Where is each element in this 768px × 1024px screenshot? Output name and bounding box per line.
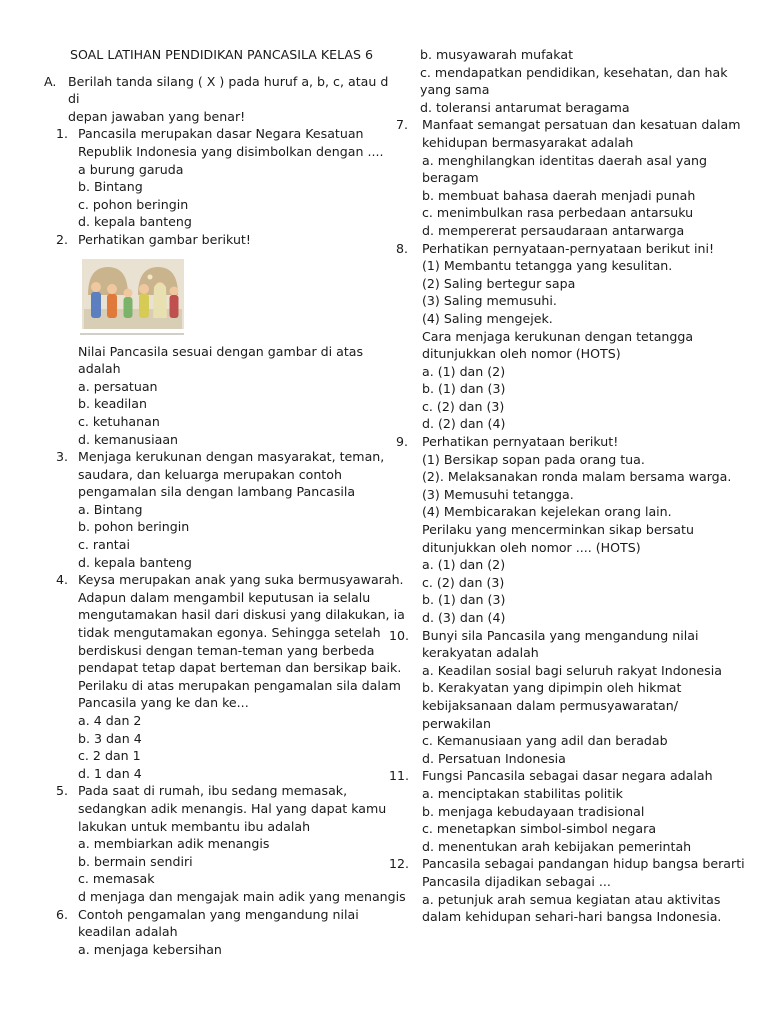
answer-option[interactable]: a. membiarkan adik menangis xyxy=(78,836,270,852)
question-text: Pancasila yang ke dan ke... xyxy=(78,695,249,711)
section-label: A. xyxy=(44,73,57,89)
answer-option[interactable]: a. petunjuk arah semua kegiatan atau aktivitas xyxy=(422,891,721,907)
question-8 xyxy=(396,240,726,434)
question-text: tidak mengutamakan egonya. Sehingga setelah xyxy=(78,625,381,641)
answer-option[interactable]: a. Bintang xyxy=(78,501,143,517)
answer-option[interactable]: a. Keadilan sosial bagi seluruh rakyat Indonesia xyxy=(422,662,722,678)
answer-option[interactable]: a burung garuda xyxy=(78,161,184,177)
question-text: Perhatikan pernyataan-pernyataan berikut ini! xyxy=(422,240,714,256)
question-text: Keysa merupakan anak yang suka bermusyawarah. xyxy=(78,572,404,588)
answer-option[interactable]: c. menimbulkan rasa perbedaan antarsuku xyxy=(422,205,694,221)
question-text: Pancasila sebagai pandangan hidup bangsa berarti xyxy=(422,856,745,872)
answer-option[interactable]: c. ketuhanan xyxy=(78,413,160,429)
answer-option[interactable]: a. 4 dan 2 xyxy=(78,713,142,728)
question-text: Fungsi Pancasila sebagai dasar negara adalah xyxy=(422,768,713,784)
question-text: pengamalan sila dengan lambang Pancasila xyxy=(78,484,356,500)
answer-option[interactable]: c. memasak xyxy=(78,871,155,887)
question-illustration xyxy=(78,253,188,339)
question-number: 1. xyxy=(55,126,68,142)
answer-option[interactable]: b. (1) dan (3) xyxy=(422,381,506,397)
question-7 xyxy=(396,116,741,239)
answer-option[interactable]: c. 2 dan 1 xyxy=(78,748,141,764)
right-column xyxy=(389,46,745,926)
question-text: Adapun dalam mengambil keputusan ia selalu xyxy=(78,589,371,605)
question-1 xyxy=(44,125,389,231)
question-text: adalah xyxy=(78,361,121,377)
question-text: (1) Membantu tetangga yang kesulitan. xyxy=(422,258,673,274)
answer-option[interactable]: b. 3 dan 4 xyxy=(78,730,142,746)
question-text: Manfaat semangat persatuan dan kesatuan dalam xyxy=(422,117,741,133)
answer-option[interactable]: d. kemanusiaan xyxy=(78,431,179,447)
answer-option[interactable]: c. mendapatkan pendidikan, kesehatan, dan hak xyxy=(420,64,728,80)
question-text: Perilaku di atas merupakan pengamalan sila dalam xyxy=(78,677,401,693)
question-text: lakukan untuk membantu ibu adalah xyxy=(78,818,311,834)
question-number: 7. xyxy=(396,117,409,133)
question-text: Perilaku yang mencerminkan sikap bersatu xyxy=(422,522,694,538)
instruction-line: Berilah tanda silang ( X ) pada huruf a, b, c, atau d di xyxy=(68,73,389,107)
answer-option[interactable]: d. menentukan arah kebijakan pemerintah xyxy=(422,838,692,854)
question-text: keadilan adalah xyxy=(78,924,178,940)
answer-option[interactable]: a. persatuan xyxy=(78,378,158,394)
question-text: Menjaga kerukunan dengan masyarakat, teman, xyxy=(78,449,385,465)
answer-option[interactable]: b. Bintang xyxy=(78,179,143,195)
answer-option[interactable]: c. rantai xyxy=(78,537,130,553)
question-number: 5. xyxy=(55,783,68,799)
answer-option[interactable]: yang sama xyxy=(420,82,490,98)
answer-option[interactable]: a. menciptakan stabilitas politik xyxy=(422,785,623,801)
question-text: ditunjukkan oleh nomor (HOTS) xyxy=(422,346,621,362)
question-text: Republik Indonesia yang disimbolkan dengan .... xyxy=(78,143,384,159)
answer-option[interactable]: d menjaga dan mengajak main adik yang menangis xyxy=(78,888,406,904)
instruction-line: depan jawaban yang benar! xyxy=(68,108,246,124)
question-text: kehidupan bermasyarakat adalah xyxy=(422,134,634,150)
question-text: Bunyi sila Pancasila yang mengandung nilai xyxy=(422,627,699,643)
answer-option[interactable]: b. membuat bahasa daerah menjadi punah xyxy=(422,187,696,203)
answer-option[interactable]: d. toleransi antarumat beragama xyxy=(420,99,630,115)
question-text: Pada saat di rumah, ibu sedang memasak, xyxy=(78,783,348,799)
question-text: (3) Saling memusuhi. xyxy=(422,293,557,309)
answer-option[interactable]: a. menghilangkan identitas daerah asal yang xyxy=(422,152,708,168)
question-text: berdiskusi dengan teman-teman yang berbeda xyxy=(78,642,375,658)
question-number: 10. xyxy=(389,627,410,643)
question-3 xyxy=(44,448,389,571)
answer-option[interactable]: b. menjaga kebudayaan tradisional xyxy=(422,803,645,819)
people-gathering-illustration xyxy=(78,253,188,339)
question-text: pendapat tetap dapat berteman dan bersikap baik. xyxy=(78,660,402,676)
answer-option[interactable]: beragam xyxy=(422,170,479,186)
answer-option[interactable]: b. (1) dan (3) xyxy=(422,592,506,608)
question-text: (1) Bersikap sopan pada orang tua. xyxy=(422,451,645,467)
question-text: Perhatikan pernyataan berikut! xyxy=(422,434,619,450)
question-number: 11. xyxy=(389,768,410,784)
question-text: (4) Membicarakan kejelekan orang lain. xyxy=(422,504,672,520)
question-text: mengutamakan hasil dari diskusi yang dilakukan, ia xyxy=(78,607,405,623)
question-6 xyxy=(44,906,389,959)
answer-option[interactable]: d. 1 dan 4 xyxy=(78,765,142,781)
question-number: 9. xyxy=(396,434,409,450)
answer-option[interactable]: d. Persatuan Indonesia xyxy=(422,750,566,766)
question-6-continued xyxy=(396,46,726,116)
section-instruction xyxy=(44,73,389,126)
question-text: saudara, dan keluarga merupakan contoh xyxy=(78,466,342,482)
answer-option[interactable]: b. bermain sendiri xyxy=(78,853,193,869)
question-text: Cara menjaga kerukunan dengan tetangga xyxy=(422,328,694,344)
question-2 xyxy=(44,231,389,448)
answer-option[interactable]: a. menjaga kebersihan xyxy=(78,941,222,957)
answer-option[interactable]: b. Kerakyatan yang dipimpin oleh hikmat xyxy=(422,680,682,696)
question-text: (3) Memusuhi tetangga. xyxy=(422,486,574,502)
answer-option[interactable]: c. pohon beringin xyxy=(78,196,189,212)
answer-option[interactable]: c. Kemanusiaan yang adil dan beradab xyxy=(422,733,668,749)
question-number: 4. xyxy=(55,572,68,588)
question-text: Contoh pengamalan yang mengandung nilai xyxy=(78,906,359,922)
answer-option[interactable]: d. (3) dan (4) xyxy=(422,610,506,625)
question-11 xyxy=(389,767,726,855)
answer-option[interactable]: c. (2) dan (3) xyxy=(422,398,505,414)
answer-option[interactable]: b. musyawarah mufakat xyxy=(420,47,574,62)
question-text: (2) Saling bertegur sapa xyxy=(422,275,576,291)
answer-option[interactable]: perwakilan xyxy=(422,715,491,731)
answer-option[interactable]: d. (2) dan (4) xyxy=(422,416,506,432)
question-text: (2). Melaksanakan ronda malam bersama warga. xyxy=(422,469,732,485)
answer-option[interactable]: b. pohon beringin xyxy=(78,519,190,535)
page-title: SOAL LATIHAN PENDIDIKAN PANCASILA KELAS 6 xyxy=(70,47,374,62)
answer-option[interactable]: a. (1) dan (2) xyxy=(422,363,506,379)
question-text: kerakyatan adalah xyxy=(422,645,539,661)
answer-option[interactable]: b. keadilan xyxy=(78,396,148,412)
question-number: 12. xyxy=(389,856,410,872)
answer-option[interactable]: d. kepala banteng xyxy=(78,554,192,570)
answer-option[interactable]: c. (2) dan (3) xyxy=(422,574,505,590)
question-text: Nilai Pancasila sesuai dengan gambar di atas xyxy=(78,343,364,359)
answer-option[interactable]: d. mempererat persaudaraan antarwarga xyxy=(422,222,685,238)
question-number: 3. xyxy=(55,449,68,465)
question-10 xyxy=(389,627,726,768)
question-text: (4) Saling mengejek. xyxy=(422,310,553,326)
answer-option[interactable]: a. (1) dan (2) xyxy=(422,557,506,573)
question-text: Pancasila merupakan dasar Negara Kesatuan xyxy=(78,126,364,142)
question-9 xyxy=(396,433,732,627)
question-text: Perhatikan gambar berikut! xyxy=(78,231,251,247)
question-text: ditunjukkan oleh nomor .... (HOTS) xyxy=(422,539,641,555)
question-number: 6. xyxy=(55,906,68,922)
question-text: Pancasila dijadikan sebagai ... xyxy=(422,873,611,889)
answer-option[interactable]: d. kepala banteng xyxy=(78,214,192,230)
answer-option[interactable]: dalam kehidupan sehari-hari bangsa Indonesia. xyxy=(422,909,722,925)
question-number: 2. xyxy=(55,231,68,247)
question-text: sedangkan adik menangis. Hal yang dapat kamu xyxy=(78,800,387,816)
answer-option[interactable]: kebijaksanaan dalam permusyawaratan/ xyxy=(422,697,678,713)
question-number: 8. xyxy=(396,240,409,256)
question-12 xyxy=(389,855,745,925)
answer-option[interactable]: c. menetapkan simbol-simbol negara xyxy=(422,821,657,837)
